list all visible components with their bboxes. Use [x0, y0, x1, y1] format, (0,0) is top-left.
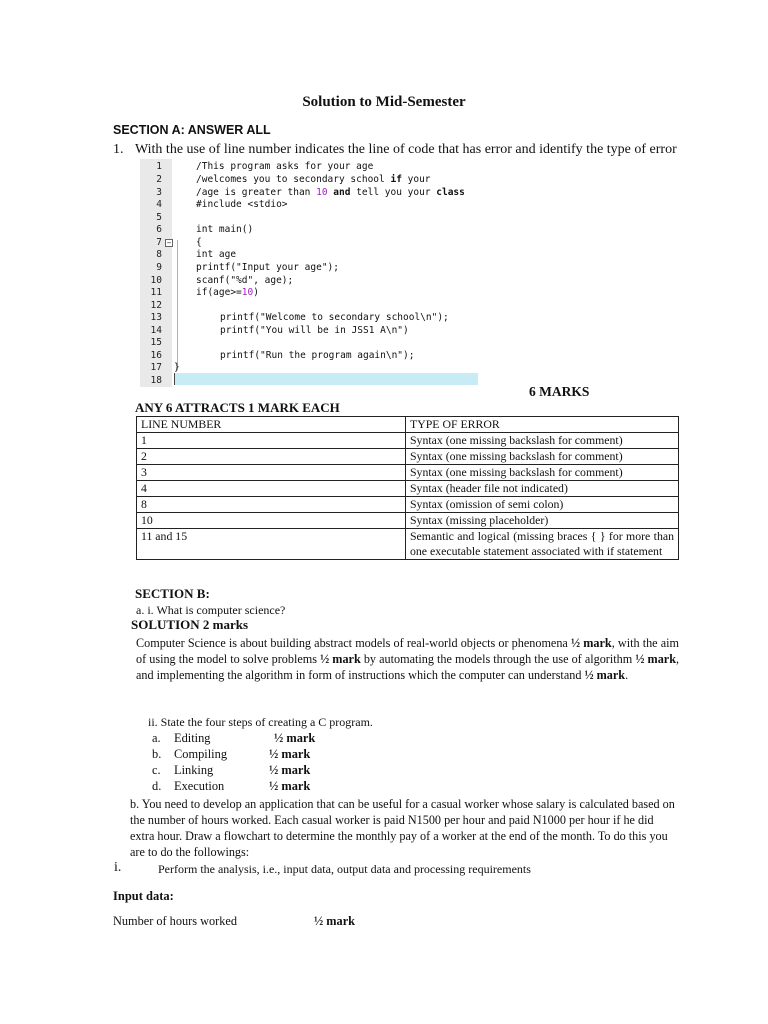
- code-line-6: int main(): [196, 224, 254, 235]
- line-number: 8: [156, 249, 162, 260]
- code-line-16: printf("Run the program again\n");: [220, 350, 415, 361]
- line-number: 7: [156, 237, 162, 248]
- list-item: c. Linking ½ mark: [152, 763, 311, 777]
- line-number: 16: [150, 350, 162, 361]
- code-line-1: /This program asks for your age: [196, 161, 374, 172]
- line-number: 10: [150, 275, 162, 286]
- code-line-7: {: [196, 237, 202, 248]
- line-number: 11: [150, 287, 162, 298]
- question-a-i: a. i. What is computer science?: [136, 603, 286, 617]
- table-cell: Syntax (one missing backslash for comment): [406, 449, 679, 465]
- code-line-10: scanf("%d", age);: [196, 275, 294, 286]
- text-cursor: [174, 373, 175, 385]
- table-cell: Syntax (omission of semi colon): [406, 497, 679, 513]
- line-number: 2: [156, 174, 162, 185]
- table-cell: Syntax (one missing backslash for comment): [406, 465, 679, 481]
- list-item: d. Execution ½ mark: [152, 779, 311, 793]
- fold-toggle-icon[interactable]: −: [166, 239, 172, 247]
- marking-note: ANY 6 ATTRACTS 1 MARK EACH: [135, 400, 340, 415]
- question-1: [113, 142, 677, 158]
- code-line-14: printf("You will be in JSS1 A\n"): [220, 325, 409, 336]
- code-line-13: printf("Welcome to secondary school\n");: [220, 312, 449, 323]
- table-cell: 8: [137, 497, 406, 513]
- line-number: 6: [156, 224, 162, 235]
- solution-heading: SOLUTION 2 marks: [131, 617, 249, 632]
- current-line-highlight: [175, 373, 478, 385]
- table-cell: Syntax (missing placeholder): [406, 513, 679, 529]
- line-number: 3: [156, 187, 162, 198]
- input-data-heading: Input data:: [113, 889, 174, 903]
- line-number: 1: [156, 161, 162, 172]
- line-number: 5: [156, 212, 162, 223]
- table-cell: Syntax (header file not indicated): [406, 481, 679, 497]
- line-number: 15: [150, 337, 162, 348]
- hours-worked-label: Number of hours worked: [113, 914, 237, 928]
- table-cell: 1: [137, 433, 406, 449]
- table-header-cell: LINE NUMBER: [137, 417, 406, 433]
- table-cell: 4: [137, 481, 406, 497]
- table-row: [137, 497, 679, 513]
- table-header-cell: TYPE OF ERROR: [406, 417, 679, 433]
- table-cell: 2: [137, 449, 406, 465]
- code-line-2: /welcomes you to secondary school if your: [196, 174, 431, 185]
- table-row: [137, 529, 679, 560]
- line-number: 14: [150, 325, 162, 336]
- marks-label: 6 MARKS: [529, 384, 590, 399]
- table-cell: Semantic and logical (missing braces { } for more than one executable statement associated with if statement: [406, 529, 679, 560]
- table-cell: 10: [137, 513, 406, 529]
- question-ii: ii. State the four steps of creating a C program.: [148, 715, 373, 729]
- error-table: [136, 416, 679, 560]
- section-a-heading: SECTION A: ANSWER ALL: [113, 123, 271, 137]
- code-line-8: int age: [196, 249, 237, 260]
- table-cell: Syntax (one missing backslash for comment): [406, 433, 679, 449]
- line-number: 12: [150, 300, 162, 311]
- table-cell: 3: [137, 465, 406, 481]
- code-line-3: /age is greater than 10 and tell you your class: [196, 187, 465, 198]
- list-item: b. Compiling ½ mark: [152, 747, 311, 761]
- fold-guide-line: [177, 240, 178, 370]
- line-number: 4: [156, 199, 162, 210]
- table-row: [137, 465, 679, 481]
- sub-item-number: i.: [114, 860, 122, 875]
- code-screenshot: [140, 159, 478, 387]
- line-number: 13: [150, 312, 162, 323]
- question-b-paragraph: b. You need to develop an application that can be useful for a casual worker whose salary is calculated based on the number of hours worked. Each casual worker is paid N1500 per hour and paid N1000 per hour if he did extra hour. Draw a flowchart to determine the monthly pay of a worker at the end of the month. To do this you are to do the followings:: [130, 797, 675, 859]
- solution-paragraph: Computer Science is about building abstract models of real-world objects or phenomena ½ mark, with the aim of using the model to solve problems ½ mark by automating the models through the use of algorithm ½ mark, and implementing the algorithm in form of instructions which the computer can understand ½ mark.: [136, 636, 680, 682]
- code-line-9: printf("Input your age");: [196, 262, 339, 273]
- table-row: [137, 513, 679, 529]
- question-1-number: 1.: [113, 142, 124, 157]
- table-header-row: [137, 417, 679, 433]
- hours-worked-mark: ½ mark: [314, 914, 355, 928]
- question-1-text: With the use of line number indicates the line of code that has error and identify the type of error: [135, 142, 677, 157]
- line-number: 17: [150, 362, 162, 373]
- code-line-4: #include <stdio>: [196, 199, 288, 210]
- sub-item-text: Perform the analysis, i.e., input data, output data and processing requirements: [158, 862, 531, 876]
- list-item: a. Editing ½ mark: [152, 731, 316, 745]
- table-row: [137, 449, 679, 465]
- line-number: 18: [150, 375, 162, 386]
- table-cell: 11 and 15: [137, 529, 406, 560]
- table-row: [137, 433, 679, 449]
- line-number: 9: [156, 262, 162, 273]
- page-title: Solution to Mid-Semester: [302, 94, 466, 110]
- section-b-heading: SECTION B:: [135, 586, 210, 601]
- code-line-17: }: [174, 362, 180, 373]
- code-line-11: if(age>=10): [196, 287, 259, 298]
- table-row: [137, 481, 679, 497]
